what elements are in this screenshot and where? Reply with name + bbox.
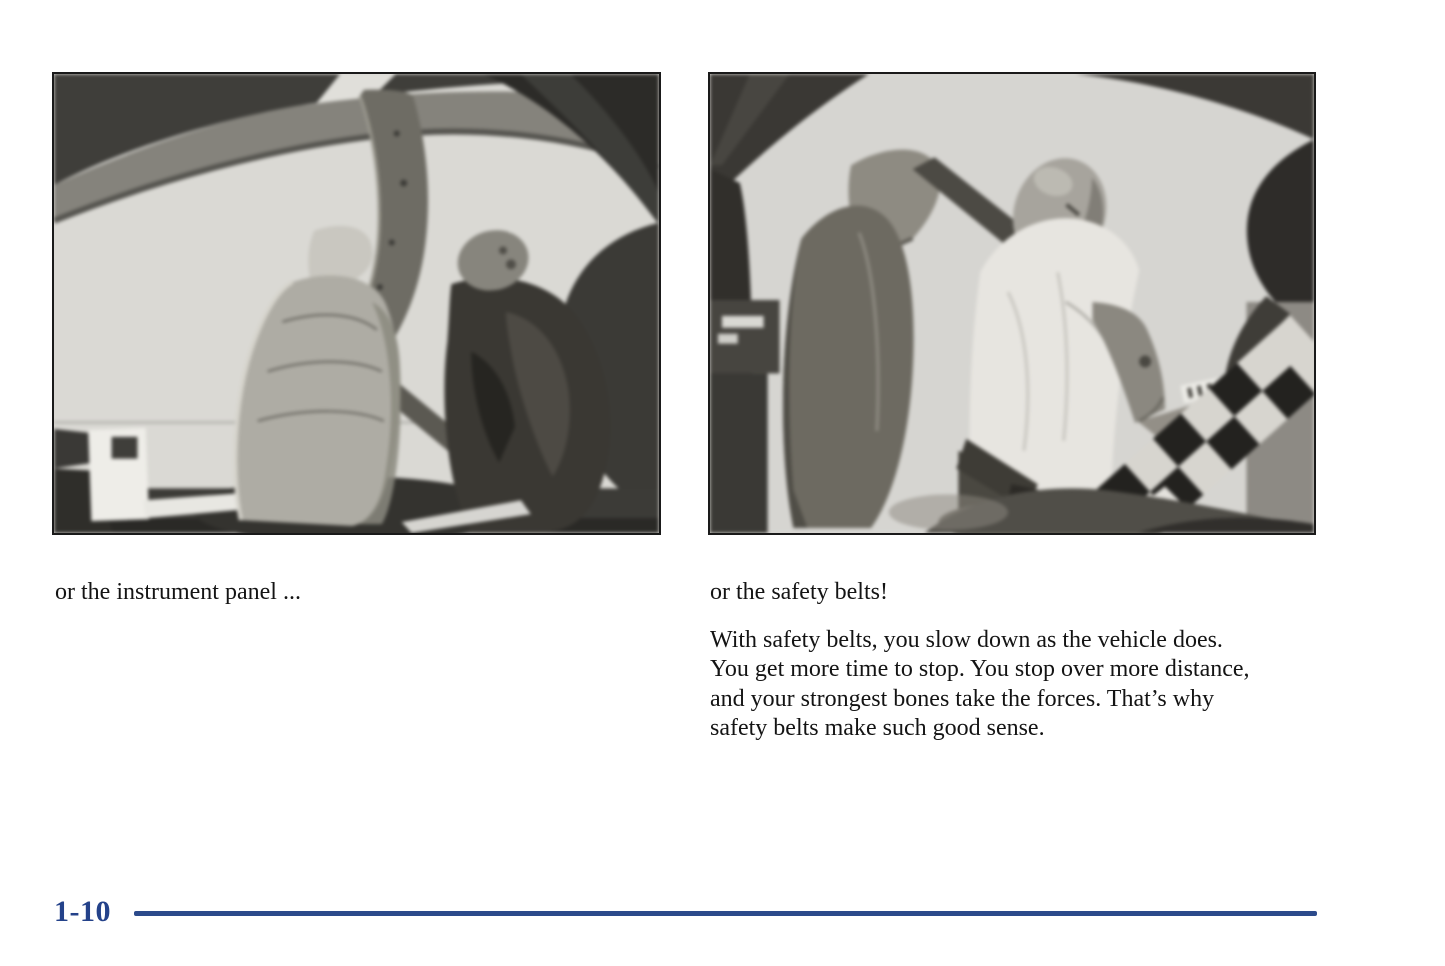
paragraph-line: safety belts make such good sense. <box>710 715 1045 742</box>
photo-instrument-panel-crash <box>52 72 661 535</box>
paragraph-line: and your strongest bones take the forces. That’s why <box>710 685 1215 712</box>
crash-test-instrument-panel-illustration <box>54 74 659 533</box>
paragraph-line: You get more time to stop. You stop over more distance, <box>710 656 1250 683</box>
paragraph-line: With safety belts, you slow down as the vehicle does. <box>710 627 1223 653</box>
safety-belts-paragraph <box>710 626 1250 744</box>
caption-safety-belts: or the safety belts! <box>710 579 888 605</box>
footer-rule <box>134 911 1317 916</box>
caption-instrument-panel: or the instrument panel ... <box>55 579 301 605</box>
photo-safety-belt-crash <box>708 72 1316 535</box>
crash-test-safety-belt-illustration <box>710 74 1314 533</box>
page-number: 1-10 <box>54 895 111 928</box>
